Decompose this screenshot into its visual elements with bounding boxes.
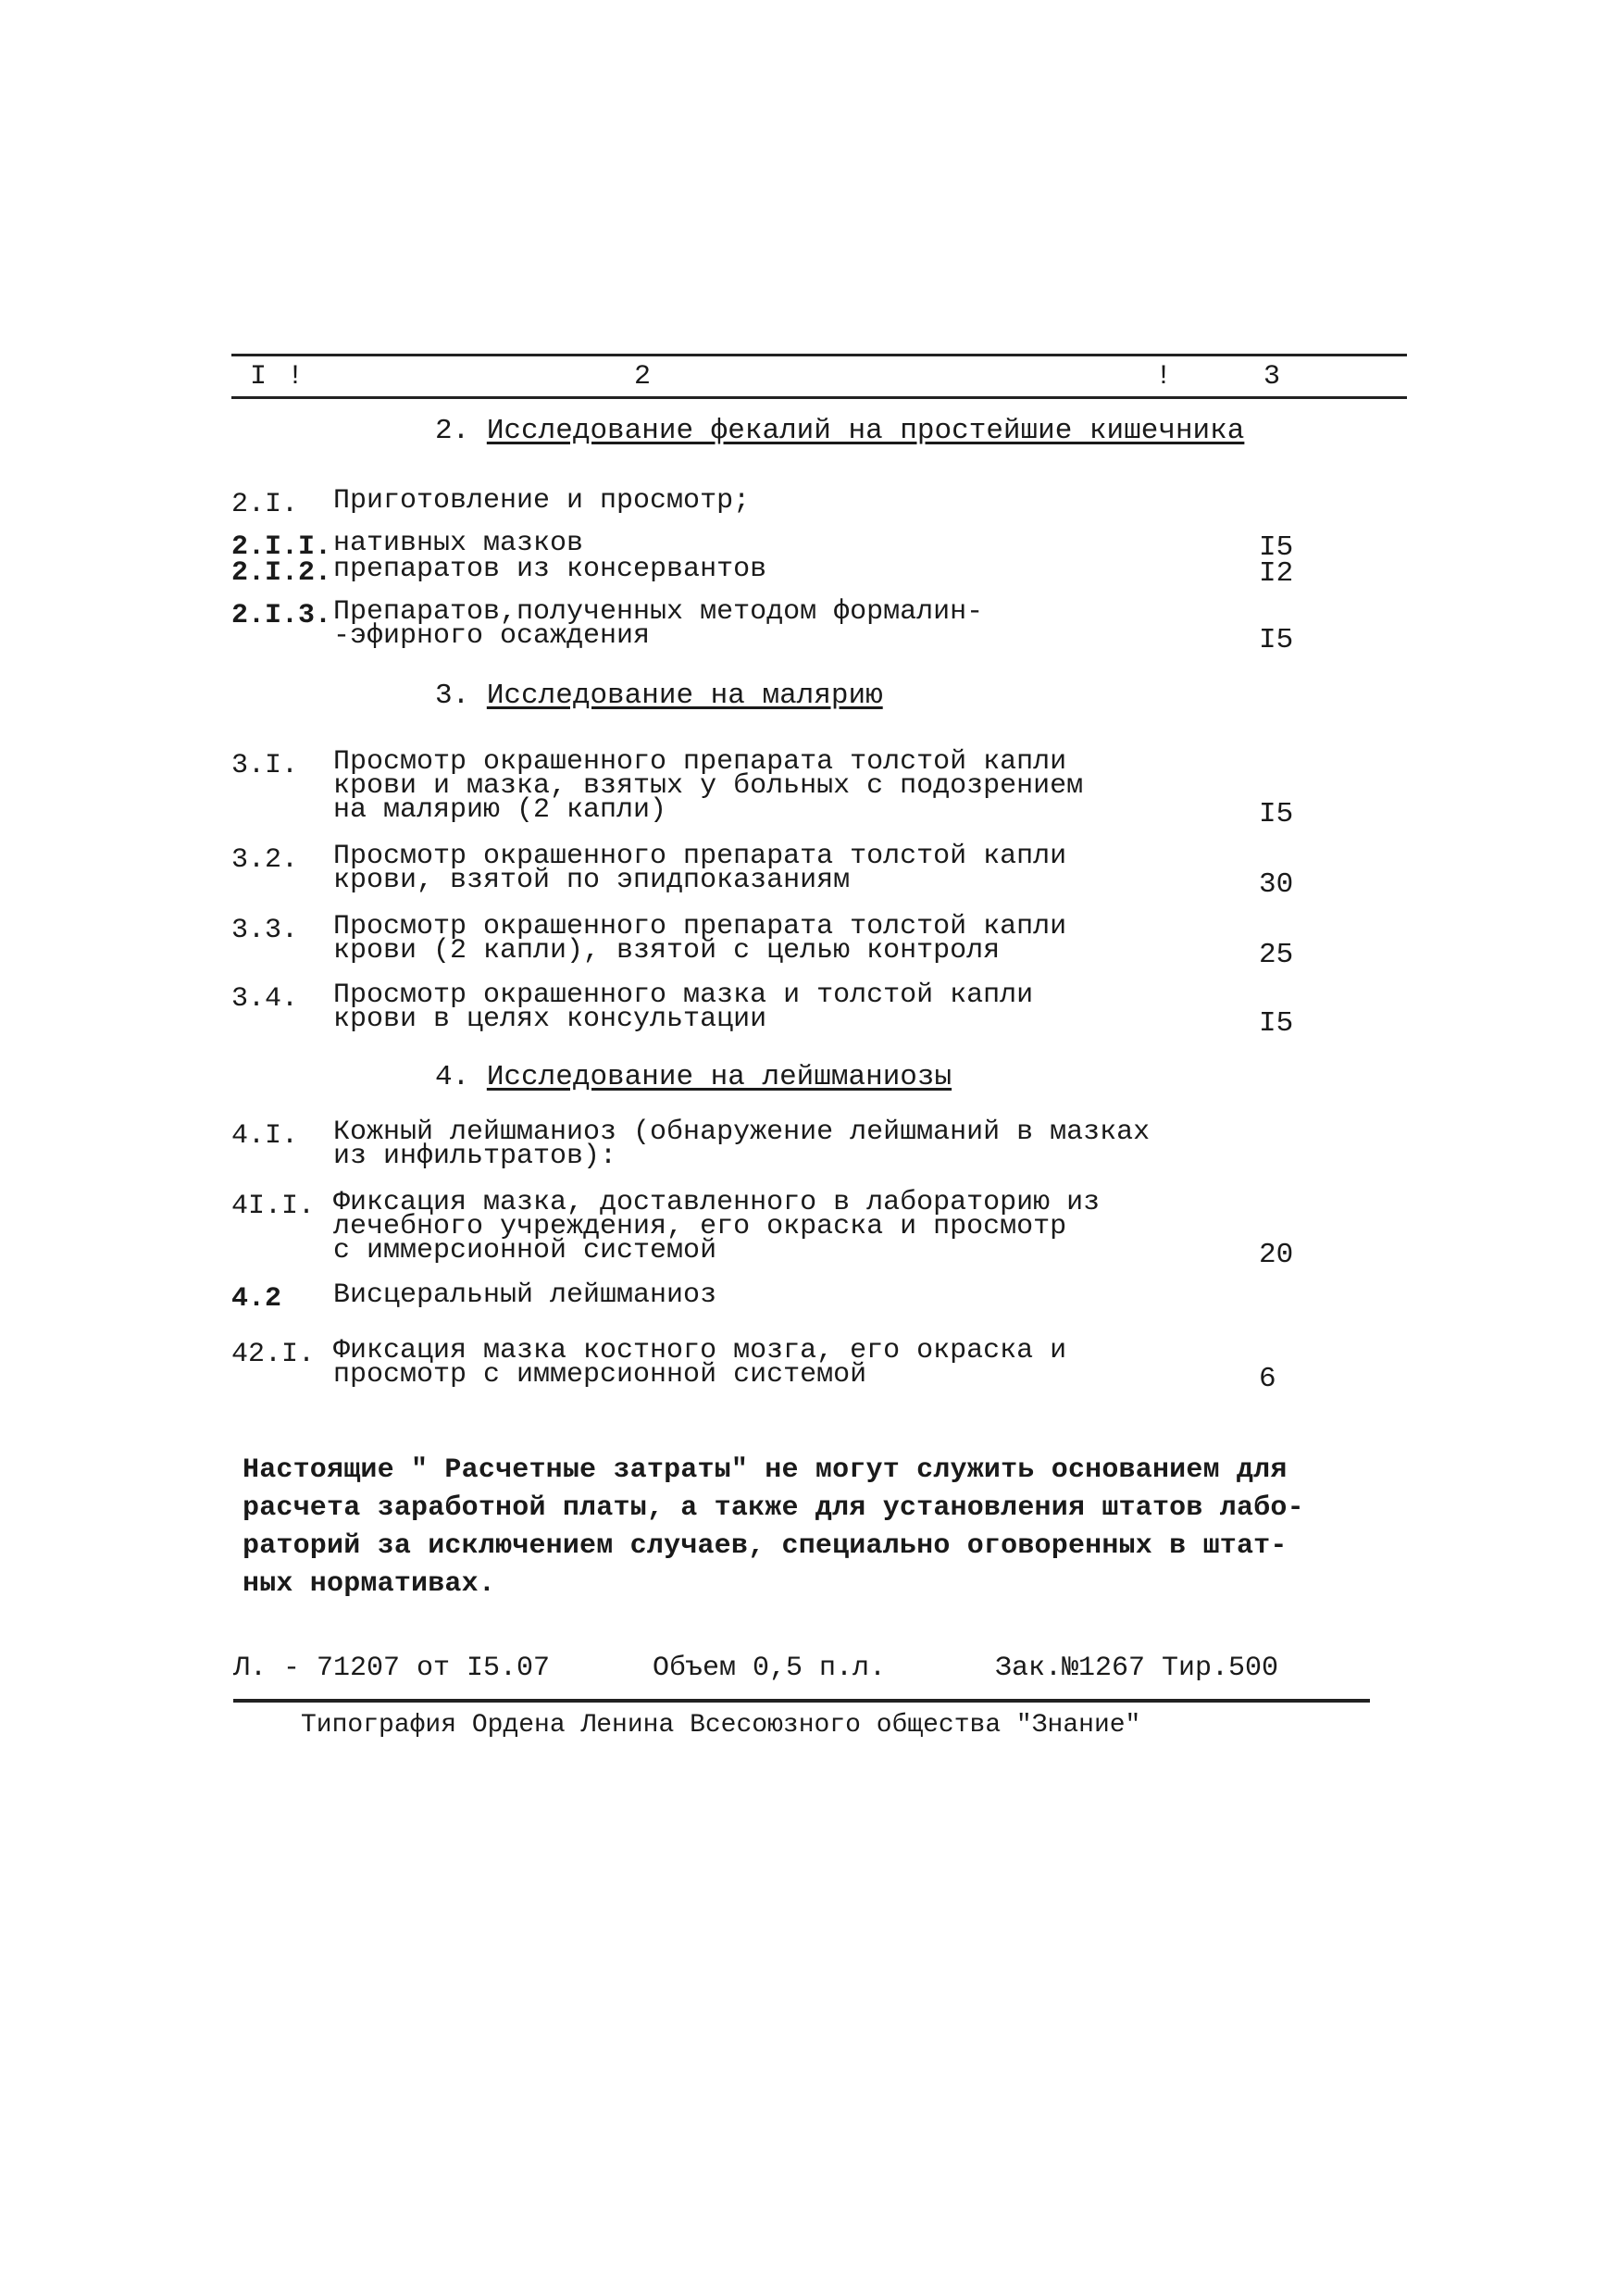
item-description: Висцеральный лейшманиоз <box>333 1279 717 1311</box>
item-description: Просмотр окрашенного мазка и толстой капли крови в целях консультации <box>333 980 1034 1035</box>
item-description: нативных мазков <box>333 528 584 559</box>
item-number: 2.I. <box>231 489 299 520</box>
section-title <box>435 1061 952 1093</box>
column-header-3: 3 <box>1263 361 1281 393</box>
imprint-volume: Объем 0,5 п.л. <box>653 1653 887 1684</box>
section-number: 3. <box>435 680 470 712</box>
note-paragraph: Настоящие " Расчетные затраты" не могут служить основанием для расчета заработной платы, а также для установления штатов лабо- раторий за исключением случаев, специально оговоренных в штат- ных нормативах. <box>243 1454 1304 1600</box>
item-description: Препаратов,полученных методом формалин- -эфирного осаждения <box>333 596 984 652</box>
item-number: 3.I. <box>231 750 299 781</box>
imprint-license: Л. - 71207 от I5.07 <box>233 1653 551 1684</box>
item-number: 3.3. <box>231 915 299 946</box>
section-number: 2. <box>435 415 470 447</box>
item-description: препаратов из консервантов <box>333 554 767 585</box>
item-value: I2 <box>1259 557 1294 590</box>
item-number: 42.I. <box>231 1339 316 1370</box>
imprint-rule <box>233 1699 1370 1703</box>
item-description: Кожный лейшманиоз (обнаружение лейшманий в мазках из инфильтратов): <box>333 1117 1151 1172</box>
table-top-rule <box>231 354 1407 356</box>
item-value: I5 <box>1259 798 1294 830</box>
item-description: Просмотр окрашенного препарата толстой капли крови (2 капли), взятой с целью контроля <box>333 911 1067 967</box>
item-value: I5 <box>1259 531 1294 564</box>
table-header-rule <box>231 396 1407 399</box>
section-title <box>435 415 1244 447</box>
item-value: I5 <box>1259 624 1294 656</box>
section-number: 4. <box>435 1061 470 1093</box>
imprint-order: Зак.№1267 Тир.500 <box>995 1653 1279 1684</box>
section-title-text: Исследование на лейшманиозы <box>486 1061 952 1093</box>
column-separator: ! <box>1155 361 1173 393</box>
column-header-1: I <box>250 361 268 393</box>
item-number: 4.I. <box>231 1120 299 1152</box>
item-number: 4.2 <box>231 1283 282 1315</box>
item-value: 20 <box>1259 1239 1294 1271</box>
item-number: 2.I.2. <box>231 557 332 589</box>
item-description: Фиксация мазка костного мозга, его окраска и просмотр с иммерсионной системой <box>333 1335 1067 1391</box>
item-value: 6 <box>1259 1363 1276 1395</box>
column-separator: ! <box>287 361 305 393</box>
item-value: 30 <box>1259 868 1294 901</box>
section-title <box>435 680 883 712</box>
item-description: Приготовление и просмотр; <box>333 485 751 517</box>
item-value: I5 <box>1259 1007 1294 1040</box>
item-description: Просмотр окрашенного препарата толстой капли крови, взятой по эпидпоказаниям <box>333 841 1067 896</box>
column-header-2: 2 <box>634 361 652 393</box>
item-number: 3.4. <box>231 983 299 1015</box>
item-number: 3.2. <box>231 844 299 876</box>
item-number: 4I.I. <box>231 1191 316 1222</box>
printer-line: Типография Ордена Ленина Всесоюзного общества "Знание" <box>301 1711 1141 1740</box>
item-description: Просмотр окрашенного препарата толстой капли крови и мазка, взятых у больных с подозрением на малярию (2 капли) <box>333 746 1084 826</box>
item-number: 2.I.I. <box>231 531 332 563</box>
item-number: 2.I.3. <box>231 600 332 631</box>
section-title-text: Исследование на малярию <box>486 680 883 712</box>
section-title-text: Исследование фекалий на простейшие кишечника <box>486 415 1245 447</box>
item-description: Фиксация мазка, доставленного в лабораторию из лечебного учреждения, его окраска и просмотр с иммерсионной системой <box>333 1187 1101 1267</box>
item-value: 25 <box>1259 939 1294 971</box>
